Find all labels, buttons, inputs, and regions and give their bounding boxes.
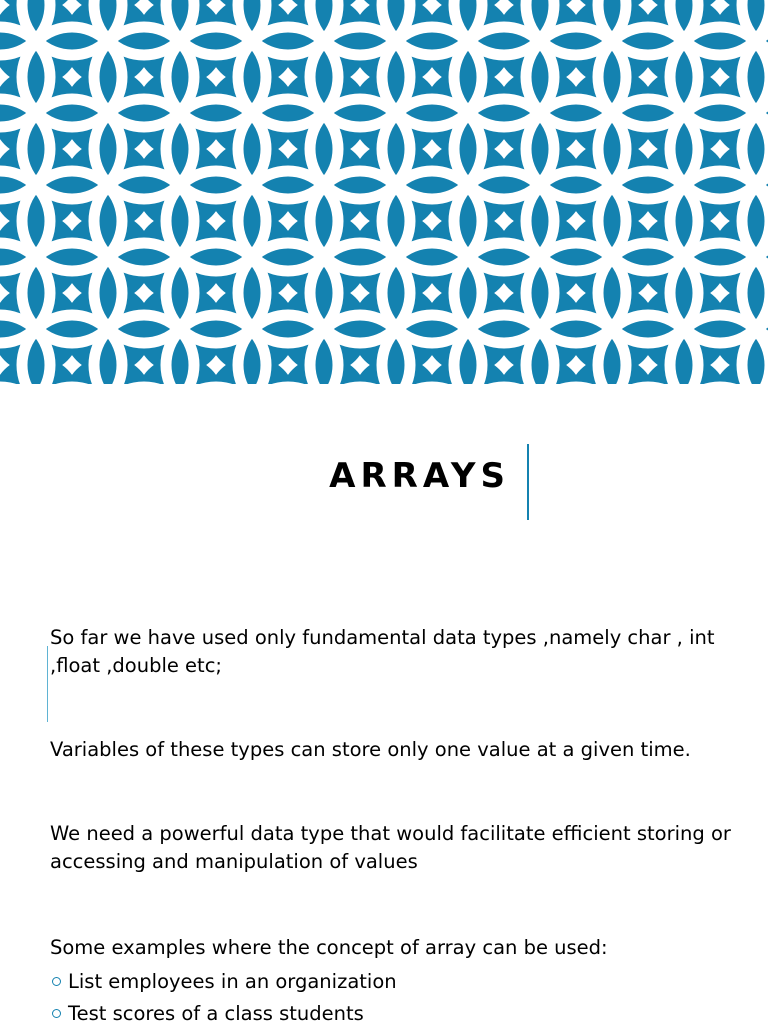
hollow-circle-icon [52, 977, 61, 986]
paragraph-examples-intro: Some examples where the concept of array can be used: [50, 936, 608, 959]
slide-title: ARRAYS [329, 456, 510, 496]
title-area [0, 444, 768, 520]
paragraph-fundamental-types: So far we have used only fundamental data types ,namely char , int ,float ,double etc; [50, 626, 715, 677]
paragraph-powerful-type: We need a powerful data type that would facilitate efficient storing or accessing and manipulation of values [50, 822, 731, 873]
list-item [52, 966, 732, 998]
list-item [52, 998, 732, 1024]
list-item-text: List employees in an organization [68, 970, 397, 993]
list-item-text: Test scores of a class students [68, 1002, 364, 1024]
decorative-banner [0, 0, 768, 384]
side-accent-line [47, 646, 48, 722]
hollow-circle-icon [52, 1009, 61, 1018]
interlocking-circles-pattern [0, 0, 768, 384]
examples-list [52, 966, 732, 1024]
title-divider [527, 444, 529, 520]
paragraph-single-value: Variables of these types can store only one value at a given time. [50, 738, 691, 761]
